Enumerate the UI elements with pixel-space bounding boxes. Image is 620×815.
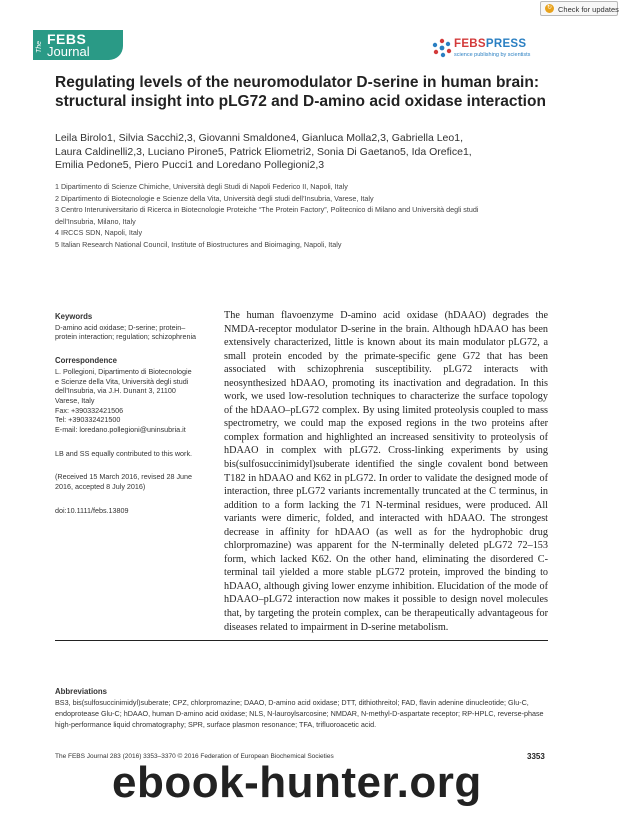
history-line: 2016, accepted 8 July 2016) (55, 482, 146, 492)
update-icon: ↻ (546, 5, 553, 11)
press-wordmark (454, 38, 526, 50)
affiliation: 2 Dipartimento di Biotecnologie e Scienze della Vita, Università degli studi dell’Insubria, Varese, Italy (55, 193, 374, 203)
correspondence-tel: Tel: +390332421500 (55, 415, 121, 425)
correspondence-line: L. Pollegioni, Dipartimento di Biotecnologie (55, 366, 192, 376)
authors-line-1: Leila Birolo1, Silvia Sacchi2,3, Giovanni Smaldone4, Gianluca Molla2,3, Gabriella Leo1, (55, 132, 463, 144)
febs-press-dots-icon (432, 38, 452, 58)
journal-citation: The FEBS Journal 283 (2016) 3353–3370 © 2016 Federation of European Biochemical Societies (55, 753, 334, 760)
febs-press-logo (432, 36, 552, 62)
keywords (55, 323, 215, 342)
affiliation: dell’Insubria, Milano, Italy (55, 216, 136, 226)
abbreviations-heading: Abbreviations (55, 687, 107, 696)
authors-line-3: Emilia Pedone5, Piero Pucci1 and Loredano Pollegioni2,3 (55, 159, 325, 171)
doi-link[interactable]: doi:10.1111/febs.13809 (55, 505, 129, 515)
febs-journal-logo (33, 30, 123, 60)
correspondence-line: e Scienze della Vita, Università degli studi (55, 376, 189, 386)
article-title: Regulating levels of the neuromodulator D-serine in human brain: structural insight into pLG72 and D-amino acid oxidase interaction (55, 74, 546, 110)
abstract-text: The human flavoenzyme D-amino acid oxidase (hDAAO) degrades the NMDA-receptor modulator D-serine in the brain. Although hDAAO has been extensively characterized, little is known about its main modulator pLG72, a small protein encoded by the primate-specific gene G72 that has been associated with schizophrenia susceptibility. pLG72 interacts with neosynthesized hDAAO, promoting its inactivation and degradation. In this work, we used low-resolution techniques to characterize the surface topology of the hDAAO–pLG72 complex. By using limited proteolysis coupled to mass spectrometry, we could map the exposed regions in the two proteins after complex formation and highlighted an increased sensitivity to proteolysis of hDAAO in complex with pLG72. Cross-linking experiments by using bis(sulfosuccinimidyl)suberate identified the single covalent bond between T182 in hDAAO and K62 in pLG72. In order to validate the designed mode of interaction, three pLG72 variants incrementally truncated at the C terminus, in addition to a form lacking the 71 N-terminal residues, were produced. All variants were dimeric, folded, and interacted with hDAAO. The strongest decrease in affinity for hDAAO (as well as for the hydrophobic drug chlorpromazine) was apparent for the N-terminally deleted pLG72 72–153 form, which lacked K62. On the other hand, eliminating the disordered C-terminal tail yielded a more stable pLG72 protein, improved the binding to hDAAO, although giving lower enzyme inhibition. Elucidation of the mode of hDAAO–pLG72 interaction now makes it possible to design novel molecules that, by targeting the protein complex, can be therapeutically advantageous for diseases related to impairment in D-serine metabolism. (224, 310, 548, 633)
authors-line-2: Laura Caldinelli2,3, Luciano Pirone5, Patrick Eliometri2, Sonia Di Gaetano5, Ida Orefice1, (55, 145, 472, 158)
affiliation: 1 Dipartimento di Scienze Chimiche, Università degli Studi di Napoli Federico II, Napoli, Italy (55, 182, 348, 191)
abstract-divider (55, 640, 548, 641)
history-line: (Received 15 March 2016, revised 28 June (55, 472, 193, 482)
correspondence-email-link[interactable]: E-mail: loredano.pollegioni@uninsubria.it (55, 425, 186, 435)
press-press: PRESS (485, 38, 527, 50)
correspondence (55, 367, 215, 435)
correspondence-fax: Fax: +390332421506 (55, 405, 124, 415)
check-for-updates-label: Check for updates (558, 5, 619, 14)
abbreviations-text: BS3, bis(sulfosuccinimidyl)suberate; CPZ, chlorpromazine; DAAO, D-amino acid oxidase; DTT, dithiothreitol; FAD, flavin adenine dinucleotide; Glu-C, endoprotease Glu-C; hDAAO, human D-amino acid oxidase; NLS, N-lauroylsarcosine; NMDAR, N-methyl-D-aspartate receptor; RP-HPLC, reverse-phase high-performance liquid chromatography; SPR, surface plasmon resonance; TFA, trifluoroacetic acid. (55, 698, 544, 729)
press-febs: FEBS (454, 38, 486, 50)
article-sidebar (55, 312, 215, 530)
author-list (55, 132, 575, 173)
watermark: ebook-hunter.org (112, 758, 482, 807)
keywords-line: protein interaction; regulation; schizophrenia (55, 332, 197, 342)
equal-contribution-note: LB and SS equally contributed to this work. (55, 448, 193, 458)
logo-febs: FEBS (47, 31, 87, 47)
check-for-updates-button[interactable] (540, 1, 618, 16)
affiliation: 3 Centro Interuniversitario di Ricerca in Biotecnologie Proteiche “The Protein Factory”, Politecnico di Milano and Università degli studi (55, 205, 479, 215)
affiliation: 5 Italian Research National Council, Institute of Biostructures and Bioimaging, Napoli, Italy (55, 239, 342, 249)
article-history (55, 472, 215, 491)
correspondence-heading: Correspondence (55, 356, 117, 366)
page-number: 3353 (527, 752, 545, 761)
abbreviations (55, 686, 555, 730)
press-tagline: science publishing by scientists (454, 52, 531, 58)
logo-journal: Journal (47, 44, 90, 59)
correspondence-line: Varese, Italy (55, 395, 95, 405)
affiliation: 4 IRCCS SDN, Napoli, Italy (55, 228, 143, 238)
keywords-line: D-amino acid oxidase; D-serine; protein– (55, 322, 186, 332)
keywords-heading: Keywords (55, 312, 93, 321)
affiliation-list (55, 181, 570, 251)
correspondence-line: dell’Insubria, via J.H. Dunant 3, 21100 (55, 386, 176, 396)
logo-the: The (36, 40, 43, 53)
